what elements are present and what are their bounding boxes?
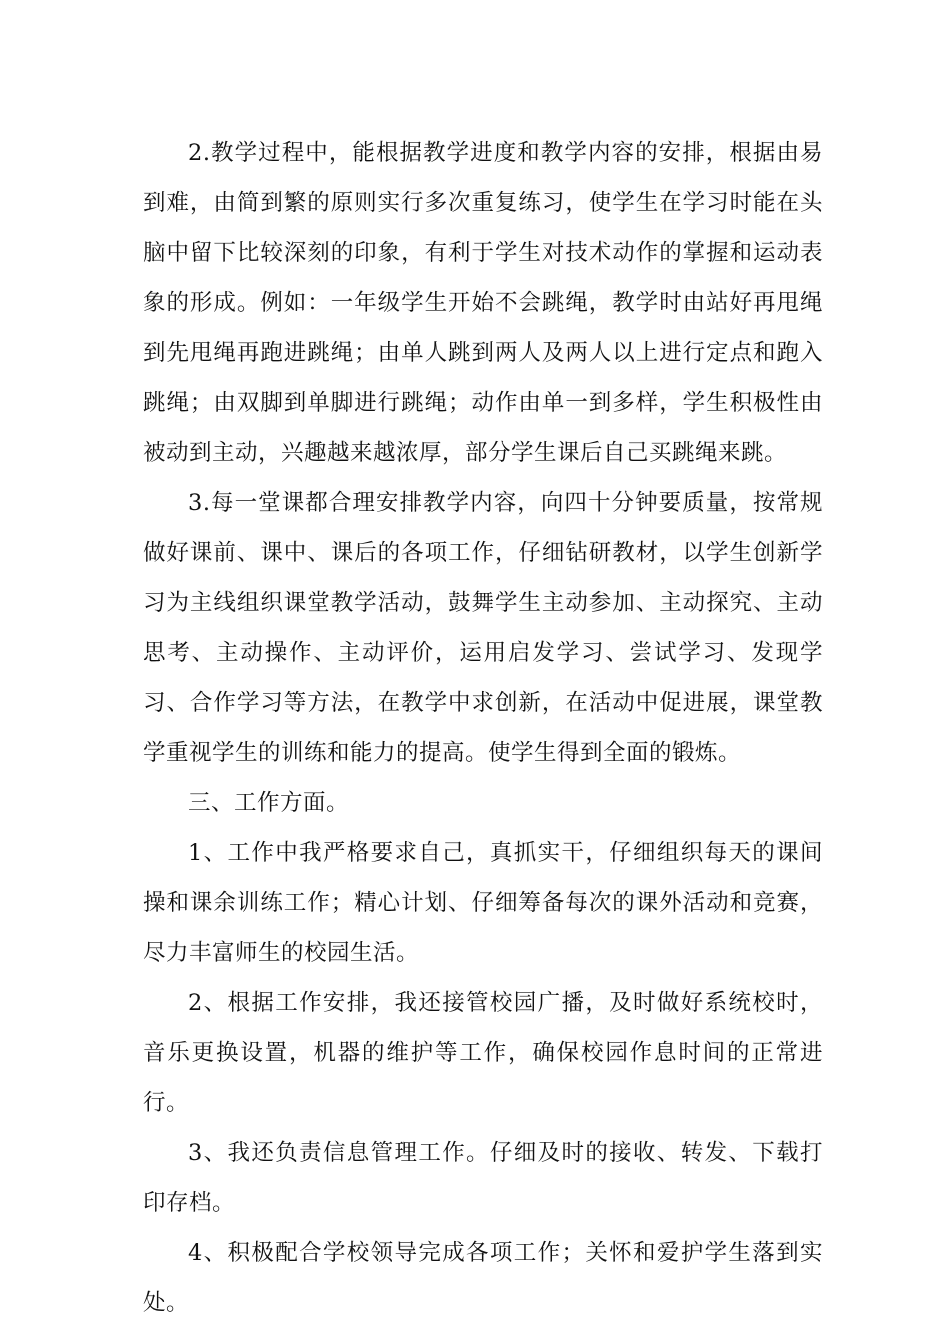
document-body <box>143 128 823 1328</box>
paragraph-work-item-3: 3、我还负责信息管理工作。仔细及时的接收、转发、下载打印存档。 <box>143 1140 823 1216</box>
paragraph-work-item-2: 2、根据工作安排，我还接管校园广播，及时做好系统校时，音乐更换设置，机器的维护等工作，确保校园作息时间的正常进行。 <box>143 990 823 1116</box>
paragraph-lesson-arrangement: 3.每一堂课都合理安排教学内容，向四十分钟要质量，按常规做好课前、课中、课后的各项工作，仔细钻研教材，以学生创新学习为主线组织课堂教学活动，鼓舞学生主动参加、主动探究、主动思考、主动操作、主动评价，运用启发学习、尝试学习、发现学习、合作学习等方法，在教学中求创新，在活动中促进展，课堂教学重视学生的训练和能力的提高。使学生得到全面的锻炼。 <box>143 490 823 766</box>
section-heading-work: 三、工作方面。 <box>188 790 350 816</box>
paragraph-work-item-4: 4、积极配合学校领导完成各项工作；关怀和爱护学生落到实处。 <box>143 1240 823 1316</box>
paragraph-work-item-1: 1、工作中我严格要求自己，真抓实干，仔细组织每天的课间操和课余训练工作；精心计划、仔细筹备每次的课外活动和竞赛，尽力丰富师生的校园生活。 <box>143 840 823 966</box>
paragraph-teaching-process: 2.教学过程中，能根据教学进度和教学内容的安排，根据由易到难，由简到繁的原则实行多次重复练习，使学生在学习时能在头脑中留下比较深刻的印象，有利于学生对技术动作的掌握和运动表象的形成。例如：一年级学生开始不会跳绳，教学时由站好再甩绳到先甩绳再跑进跳绳；由单人跳到两人及两人以上进行定点和跑入跳绳；由双脚到单脚进行跳绳；动作由单一到多样，学生积极性由被动到主动，兴趣越来越浓厚，部分学生课后自己买跳绳来跳。 <box>143 140 823 466</box>
